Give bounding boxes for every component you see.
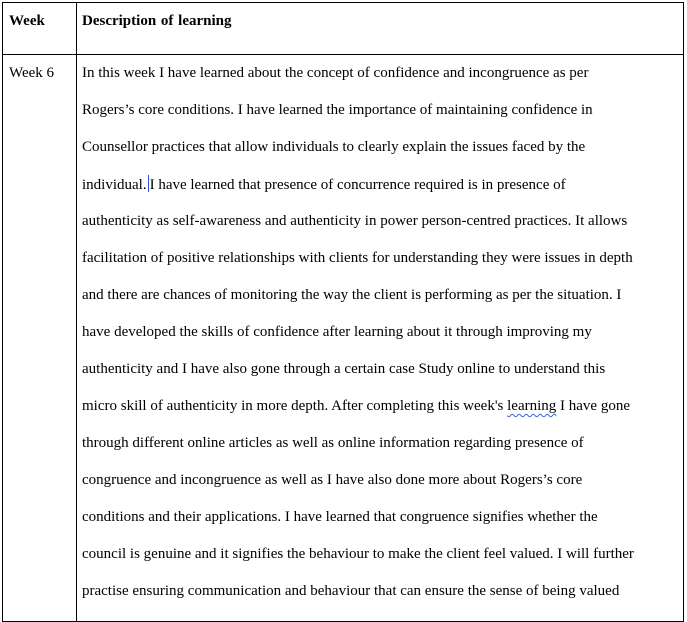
header-week: Week xyxy=(9,13,45,29)
description-line[interactable]: congruence and incongruence as well as I have also done more about Rogers’s core xyxy=(82,472,583,488)
learning-journal-table xyxy=(2,2,684,622)
description-text[interactable]: micro skill of authenticity in more depth. After completing this week's xyxy=(82,398,508,414)
description-line[interactable]: authenticity and I have also gone through a certain case Study online to understand this xyxy=(82,361,606,377)
description-line[interactable]: and there are chances of monitoring the way the client is performing as per the situation. I xyxy=(82,287,622,303)
description-line[interactable]: authenticity as self-awareness and authenticity in power person-centred practices. It allows xyxy=(82,213,628,229)
header-row-divider xyxy=(3,54,683,55)
description-line[interactable]: have developed the skills of confidence after learning about it through improving my xyxy=(82,324,592,340)
description-line[interactable]: Rogers’s core conditions. I have learned the importance of maintaining confidence in xyxy=(82,102,593,118)
description-text[interactable]: individual. xyxy=(82,177,147,193)
description-line[interactable]: practise ensuring communication and behaviour that can ensure the sense of being valued xyxy=(82,583,620,599)
description-line[interactable] xyxy=(82,175,566,194)
header-description: Description of learning xyxy=(82,13,232,29)
description-line[interactable]: In this week I have learned about the concept of confidence and incongruence as per xyxy=(82,65,589,81)
description-line[interactable]: through different online articles as well as online information regarding presence of xyxy=(82,435,584,451)
description-line[interactable] xyxy=(82,397,630,415)
description-text[interactable]: I have gone xyxy=(556,398,630,414)
column-divider xyxy=(76,3,77,621)
grammar-flagged-word[interactable]: learning xyxy=(507,398,557,414)
text-cursor xyxy=(148,175,149,192)
description-line[interactable]: facilitation of positive relationships with clients for understanding they were issues in depth xyxy=(82,250,633,266)
description-line[interactable]: Counsellor practices that allow individuals to clearly explain the issues faced by the xyxy=(82,139,586,155)
description-line[interactable]: council is genuine and it signifies the behaviour to make the client feel valued. I will further xyxy=(82,546,634,562)
week-cell: Week 6 xyxy=(9,65,55,81)
description-line[interactable]: conditions and their applications. I have learned that congruence signifies whether the xyxy=(82,509,598,525)
description-text[interactable]: I have learned that presence of concurrence required is in presence of xyxy=(149,177,566,193)
